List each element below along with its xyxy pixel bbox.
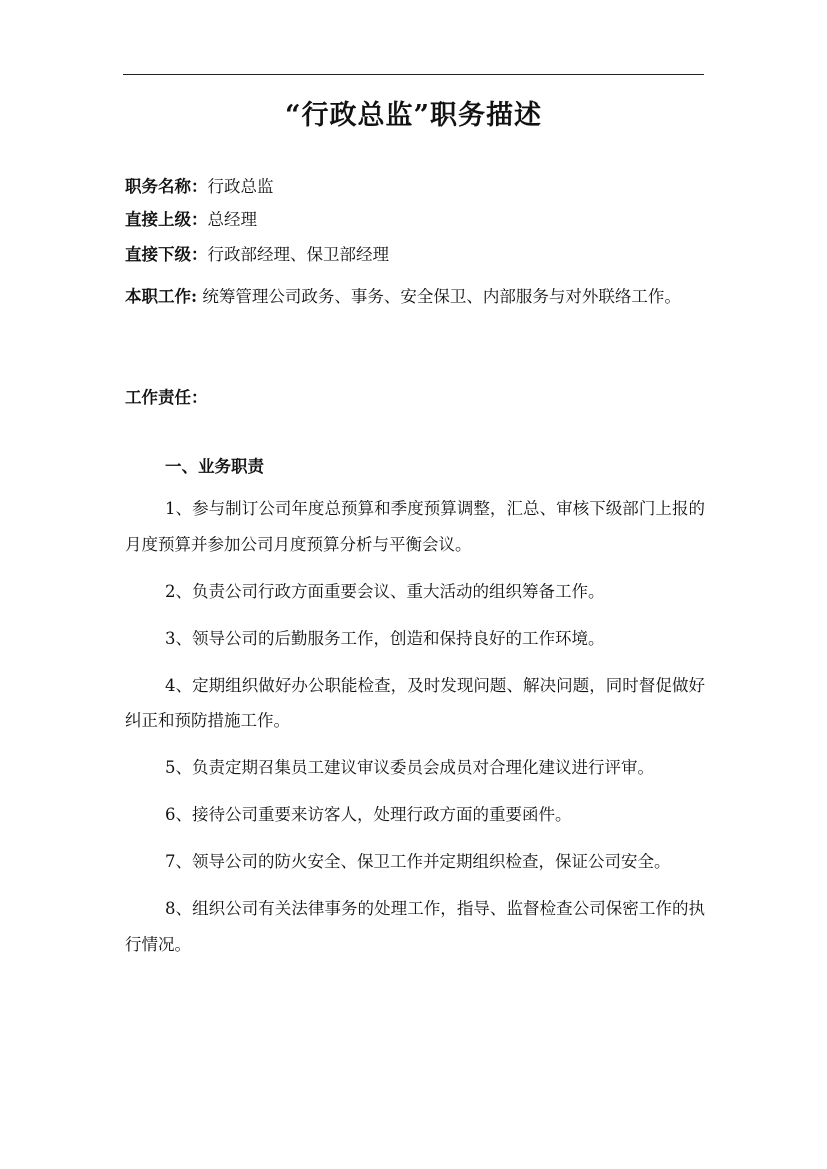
duty-list bbox=[125, 491, 705, 974]
field-value: 行政总监 bbox=[207, 177, 274, 196]
duty-item: 6、接待公司重要来访客人，处理行政方面的重要函件。 bbox=[165, 805, 572, 824]
duty-item: 3、领导公司的后勤服务工作，创造和保持良好的工作环境。 bbox=[165, 628, 605, 648]
field-value: 行政部经理、保卫部经理 bbox=[207, 245, 389, 264]
field-label: 本职工作: bbox=[125, 287, 198, 306]
subsection-heading-business-duties: 一、业务职责 bbox=[165, 457, 264, 476]
duty-item: 8、组织公司有关法律事务的处理工作，指导、监督检查公司保密工作的执行情况。 bbox=[125, 899, 705, 954]
field-value: 统筹管理公司政务、事务、安全保卫、内部服务与对外联络工作。 bbox=[197, 287, 681, 306]
field-direct-superior bbox=[125, 205, 257, 235]
field-label: 直接上级： bbox=[125, 210, 208, 229]
duty-item: 1、参与制订公司年度总预算和季度预算调整，汇总、审核下级部门上报的月度预算并参加公司月度预算分析与平衡会议。 bbox=[125, 499, 705, 554]
field-label: 直接下级： bbox=[125, 245, 208, 264]
header-rule bbox=[123, 74, 704, 75]
field-label: 职务名称： bbox=[125, 177, 208, 196]
field-main-work bbox=[125, 279, 705, 315]
field-position-name bbox=[125, 172, 274, 202]
duty-item: 7、领导公司的防火安全、保卫工作并定期组织检查，保证公司安全。 bbox=[165, 852, 671, 871]
page-title: “行政总监”职务描述 bbox=[284, 100, 543, 131]
field-value: 总经理 bbox=[207, 210, 257, 229]
duty-item: 5、负责定期召集员工建议审议委员会成员对合理化建议进行评审。 bbox=[165, 758, 654, 777]
field-direct-subordinates bbox=[125, 240, 389, 270]
duty-item: 4、定期组织做好办公职能检查，及时发现问题、解决问题，同时督促做好纠正和预防措施工作。 bbox=[125, 675, 705, 730]
duty-item: 2、负责公司行政方面重要会议、重大活动的组织筹备工作。 bbox=[165, 581, 605, 601]
section-heading-responsibilities: 工作责任： bbox=[125, 388, 208, 407]
